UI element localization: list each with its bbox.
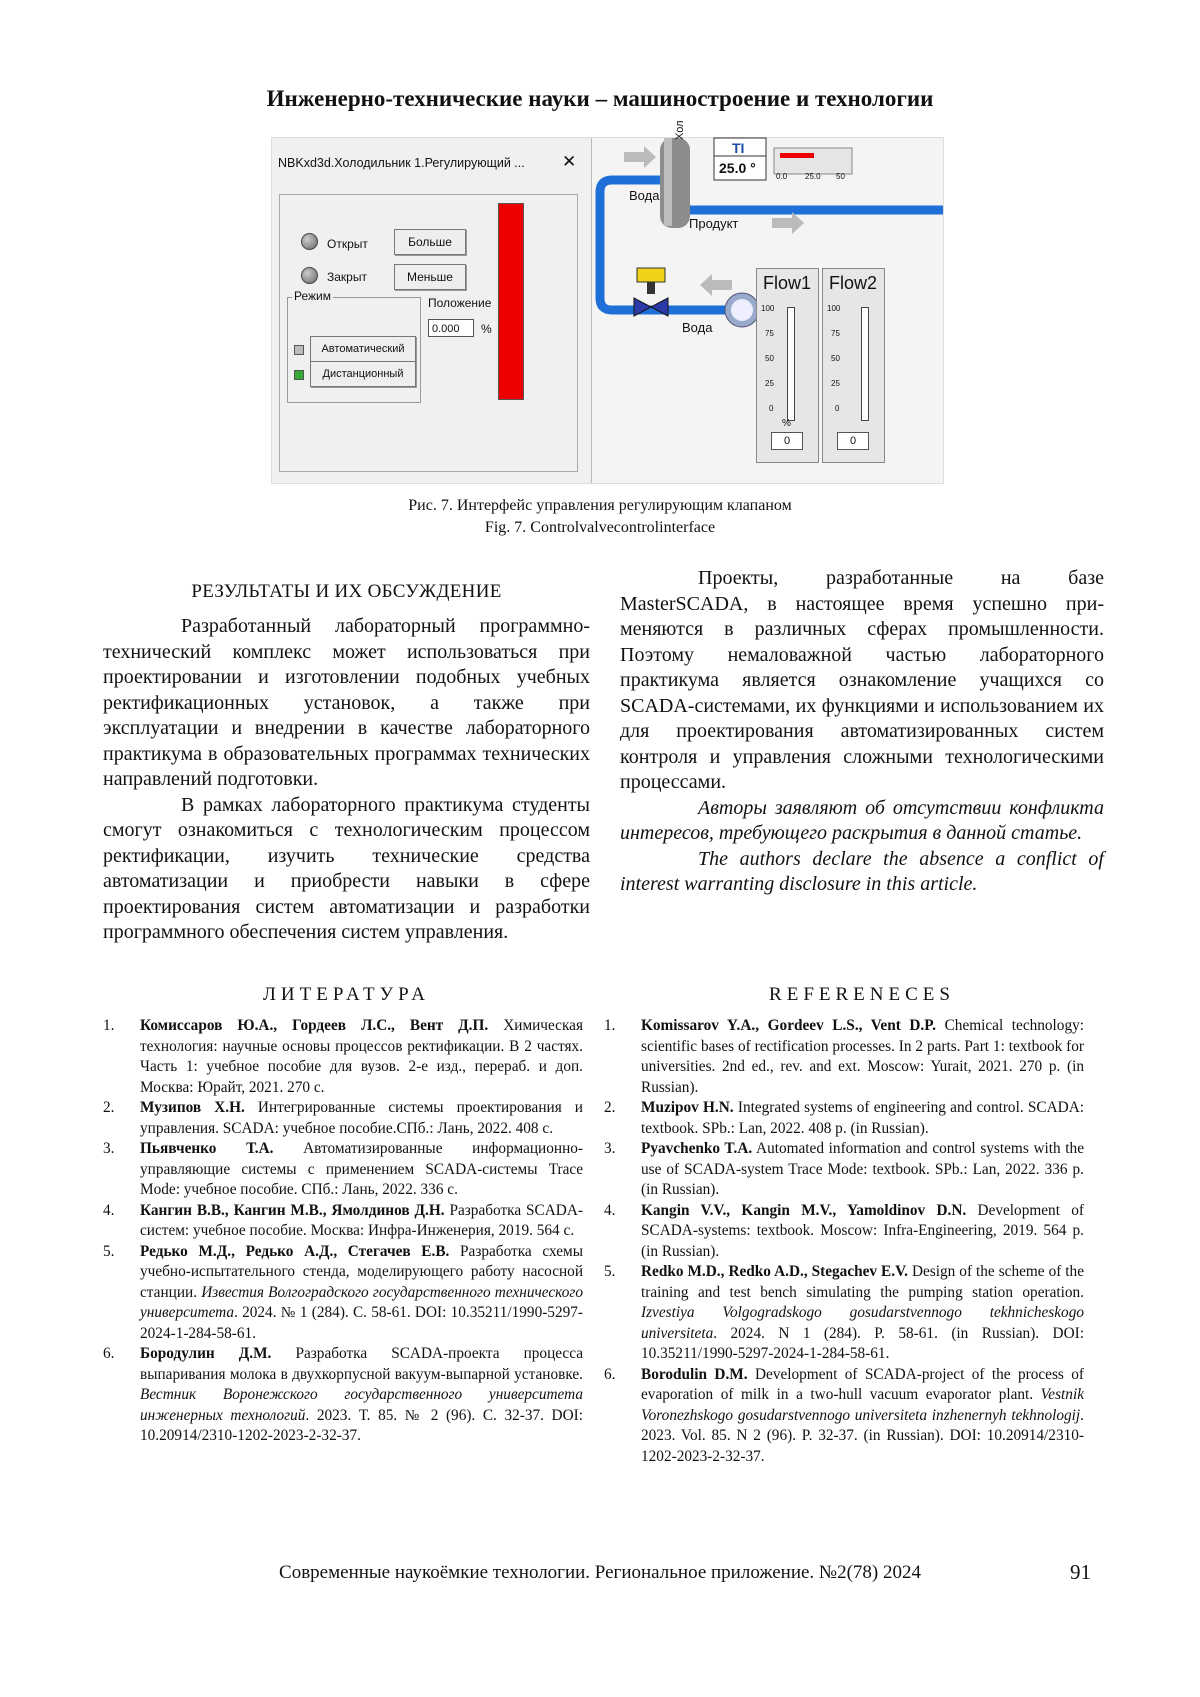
paragraph: В рамках лабораторного практикума студенты смогут ознакомиться с технологическим процессом ректификации, изучить технические средства автоматизации и приобрести навыки в сфере проектирования систем автоматизации и разработки программного обеспечения систем управления. <box>103 793 590 943</box>
flow1-title: Flow1 <box>763 273 812 293</box>
percent-label: % <box>481 322 492 336</box>
position-input[interactable]: 0.000 <box>428 319 474 337</box>
flow1-bar <box>787 307 795 421</box>
reference-tail: . 2024. № 1 (284). С. 58-61. DOI: 10.35211/1990-5297-2024-1-284-58-61. <box>140 1304 583 1342</box>
reference-number: 5. <box>604 1263 616 1280</box>
reference-text: Автоматизированные информационно-управляющие системы с применением SCADA-системы Trace Mode: учебное пособие. СПб.: Лань, 2022. 336 с. <box>140 1140 583 1198</box>
reference-journal: Вестник Воронежского государственного университета инженерных технологий <box>140 1386 583 1424</box>
gauge-tick-0: 0.0 <box>776 172 788 181</box>
valve-control-dialog <box>272 138 592 483</box>
scada-mimic <box>592 120 943 483</box>
reference-authors: Музипов Х.Н. <box>140 1099 245 1116</box>
reference-authors: Кангин В.В., Кангин М.В., Ямолдинов Д.Н. <box>140 1201 445 1219</box>
dialog-body <box>279 194 578 472</box>
water-top-label: Вода <box>629 188 660 203</box>
flow2-tick: 100 <box>827 304 841 313</box>
flow2-tick: 0 <box>835 404 840 413</box>
open-label: Открыт <box>327 237 368 251</box>
reference-authors: Комиссаров Ю.А., Гордеев Л.С., Вент Д.П. <box>140 1017 489 1034</box>
reference-tail: . 2023. Vol. 85. N 2 (96). P. 32-37. (in Russian). DOI: 10.20914/2310-1202-2023-2-32-37. <box>641 1406 1084 1465</box>
reference-number: 6. <box>103 1345 115 1362</box>
reference-text: Development of SCADA-systems: textbook. Moscow: Infra-Engineering, 2019. 564 p. (in Russian). <box>641 1201 1084 1260</box>
ti-value: 25.0 ° <box>719 160 756 176</box>
close-icon[interactable]: ✕ <box>562 152 577 171</box>
gauge-tick-1: 25.0 <box>805 172 821 181</box>
left-column <box>103 614 590 946</box>
reference-text: Automated information and control systems with the use of SCADA-system Trace Mode: textbook. SPb.: Lan, 2022. 336 p. (in Russian). <box>641 1140 1084 1198</box>
reference-text: Design of the scheme of the training and test bench simulating the pumping station operation. <box>641 1263 1084 1301</box>
reference-number: 4. <box>103 1201 115 1219</box>
reference-item <box>604 1365 1084 1468</box>
reference-number: 2. <box>604 1099 616 1116</box>
flow1-value[interactable]: 0 <box>771 432 803 450</box>
reference-number: 6. <box>604 1365 616 1383</box>
reference-item <box>604 1201 1084 1263</box>
flow1-panel <box>756 268 819 463</box>
page-number: 91 <box>1070 1560 1091 1584</box>
reference-item <box>604 1139 1084 1201</box>
reference-number: 1. <box>604 1017 616 1034</box>
journal-footer: Современные наукоёмкие технологии. Региональное приложение. №2(78) 2024 <box>279 1562 921 1583</box>
reference-number: 3. <box>103 1140 115 1157</box>
reference-text: Химическая технология: научные основы процессов ректификации. В 2 частях. Часть 1: учебное пособие для вузов. 2-е изд., перераб. и доп. Москва: Юрайт, 2021. 270 с. <box>140 1017 583 1096</box>
running-header: Инженерно-технические науки – машиностроение и технологии <box>266 86 934 111</box>
valve-stem <box>647 282 655 294</box>
reference-number: 3. <box>604 1140 616 1157</box>
less-button[interactable]: Меньше <box>394 264 466 290</box>
position-label: Положение <box>428 296 492 310</box>
reference-item <box>103 1016 583 1098</box>
temperature-gauge <box>774 148 852 174</box>
reference-item <box>103 1344 583 1447</box>
dialog-title: NBKxd3d.Холодильник 1.Регулирующий ... <box>278 156 525 170</box>
column-highlight <box>664 138 672 226</box>
reference-item <box>103 1098 583 1139</box>
reference-item <box>604 1262 1084 1365</box>
reference-authors: Borodulin D.M. <box>641 1365 748 1383</box>
reference-authors: Пьявченко Т.А. <box>140 1140 274 1157</box>
reference-item <box>103 1242 583 1345</box>
gauge-fill <box>780 153 814 158</box>
column-label: Хол <box>674 120 686 140</box>
reference-journal: Известия Волгоградского государственного технического университета <box>140 1283 583 1321</box>
paragraph: Разработанный лабораторный программно-технический комплекс может использоваться при проектировании и изготовлении подобных учебных ректификационных установок, а также при эксплуатации и внедрении в качестве лабораторного практикума в образовательных программах технических направлений подготовки. <box>103 615 590 790</box>
reference-item <box>604 1098 1084 1139</box>
reference-journal: Vestnik Voronezhskogo gosudarstvennogo universiteta inzhenernyh tekhnologij <box>641 1386 1084 1424</box>
reference-number: 2. <box>103 1099 115 1116</box>
reference-authors: Редько М.Д., Редько А.Д., Стегачев Е.В. <box>140 1242 450 1260</box>
mode-group <box>287 289 421 403</box>
reference-text: Разработка SCADA-проекта процесса выпаривания молока в двухкорпусной вакуум-выпарной установке. <box>140 1345 583 1383</box>
flow2-tick: 25 <box>831 379 840 388</box>
conflict-statement-en: The authors declare the absence a conflict of interest warranting disclosure in this article. <box>620 847 1104 895</box>
ti-label: TI <box>732 140 745 156</box>
flow2-bar <box>861 307 869 421</box>
reference-text: Разработка схемы учебно-испытательного стенда, моделирующего работу насосной станции. <box>140 1242 583 1301</box>
flow1-tick: 50 <box>765 354 774 363</box>
flow2-title: Flow2 <box>829 273 878 293</box>
flow-arrow-right-icon <box>624 146 656 168</box>
figure-7 <box>271 120 944 484</box>
reference-item <box>103 1201 583 1242</box>
water-meter-dial <box>731 299 753 321</box>
remote-checkbox[interactable] <box>294 370 304 380</box>
valve-actuator <box>637 268 665 282</box>
literature-list <box>103 1016 583 1447</box>
reference-text: Development of SCADA-project of the process of evaporation of milk in a two-hull vacuum evaporator plant. <box>641 1365 1084 1403</box>
reference-authors: Redko M.D., Redko A.D., Stegachev E.V. <box>641 1263 908 1280</box>
figure-caption-en: Fig. 7. Controlvalvecontrolinterface <box>484 519 716 536</box>
flow1-tick: 100 <box>761 304 775 313</box>
reference-tail: . 2024. N 1 (284). P. 58-61. (in Russian). DOI: 10.35211/1990-5297-2024-1-284-58-61. <box>641 1324 1084 1362</box>
reference-text: Интегрированные системы проектирования и управления. SCADA: учебное пособие.СПб.: Лань, 2022. 408 с. <box>140 1099 583 1137</box>
paragraph: Проекты, разработанные на базе MasterSCADA, в настоящее время успешно применяются в различных сферах промышленности. Поэтому немаловажной частью лабораторного практикума является ознакомление учащихся со SCADA-системами, их функциями и использованием их для проектирования автоматизированных систем контроля и управления сложными технологическими процессами. <box>620 567 1104 793</box>
reference-authors: Бородулин Д.М. <box>140 1345 272 1362</box>
flow-arrow-right-icon-2 <box>772 212 804 234</box>
closed-indicator-icon <box>301 267 318 284</box>
literature-heading: ЛИТЕРАТУРА <box>263 984 430 1005</box>
conflict-statement-ru: Авторы заявляют об отсутствии конфликта интересов, требующего раскрытия в данной статье. <box>620 796 1104 844</box>
auto-checkbox[interactable] <box>294 345 304 355</box>
reference-authors: Pyavchenko T.A. <box>641 1140 753 1157</box>
reference-number: 5. <box>103 1242 115 1260</box>
position-bar <box>498 203 524 400</box>
water-bottom-label: Вода <box>682 320 713 335</box>
open-indicator-icon <box>301 233 318 250</box>
closed-label: Закрыт <box>327 270 367 284</box>
reference-item <box>604 1016 1084 1098</box>
flow2-tick: 50 <box>831 354 840 363</box>
figure-caption-ru: Рис. 7. Интерфейс управления регулирующим клапаном <box>408 497 792 514</box>
reference-text: Integrated systems of engineering and control. SCADA: textbook. SPb.: Lan, 2022. 408 p. (in Russian). <box>641 1099 1084 1137</box>
reference-text: Разработка SCADA-систем: учебное пособие. Москва: Инфра-Инженерия, 2019. 564 с. <box>140 1201 583 1239</box>
flow-arrow-left-icon <box>700 274 732 296</box>
reference-journal: Izvestiya Volgogradskogo gosudarstvennogo tekhnicheskogo universiteta <box>641 1304 1084 1342</box>
references-heading: REFERENECES <box>769 984 955 1005</box>
product-label: Продукт <box>689 216 739 231</box>
flow1-percent: % <box>782 418 791 429</box>
reference-tail: . 2023. Т. 85. № 2 (96). С. 32-37. DOI: 10.20914/2310-1202-2023-2-32-37. <box>140 1406 583 1444</box>
reference-number: 1. <box>103 1017 115 1034</box>
gauge-tick-2: 50 <box>836 172 845 181</box>
reference-item <box>103 1139 583 1201</box>
flow1-tick: 0 <box>769 404 774 413</box>
auto-mode-button[interactable]: Автоматический <box>310 336 416 362</box>
flow2-tick: 75 <box>831 329 840 338</box>
mode-group-label: Режим <box>294 289 331 303</box>
flow2-value[interactable]: 0 <box>837 432 869 450</box>
reference-number: 4. <box>604 1201 616 1219</box>
references-list <box>604 1016 1084 1467</box>
reference-authors: Kangin V.V., Kangin M.V., Yamoldinov D.N. <box>641 1201 967 1219</box>
flow2-panel <box>822 268 885 463</box>
reference-text: Chemical technology: scientific bases of rectification processes. In 2 parts. Part 1: textbook for universities. 2nd ed., rev. and ext. Moscow: Yurait, 2021. 270 p. (in Russian). <box>641 1017 1084 1096</box>
flow1-tick: 75 <box>765 329 774 338</box>
reference-authors: Komissarov Y.A., Gordeev L.S., Vent D.P. <box>641 1017 937 1034</box>
remote-mode-button[interactable]: Дистанционный <box>310 361 416 387</box>
more-button[interactable]: Больше <box>394 229 466 255</box>
results-heading: РЕЗУЛЬТАТЫ И ИХ ОБСУЖДЕНИЕ <box>191 581 502 602</box>
reference-authors: Muzipov H.N. <box>641 1099 734 1116</box>
flow1-tick: 25 <box>765 379 774 388</box>
right-column <box>620 566 1104 898</box>
